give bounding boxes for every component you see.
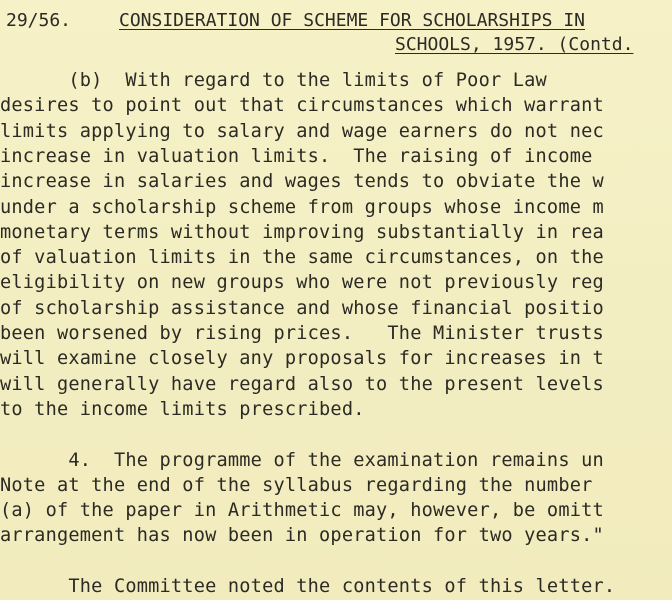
body-line: Note at the end of the syllabus regarding the number	[0, 474, 593, 496]
body-line: will examine closely any proposals for increases in t	[0, 348, 604, 370]
body-line: limits applying to salary and wage earners do not nec	[0, 120, 604, 142]
body-line: of scholarship assistance and whose financial positio	[0, 297, 604, 319]
body-line: (a) of the paper in Arithmetic may, however, be omitt	[0, 500, 604, 522]
body-line: arrangement has now been in operation for two years."	[0, 525, 604, 547]
body-line: to the income limits prescribed.	[0, 398, 365, 420]
body-line: increase in valuation limits. The raising of income	[0, 145, 593, 167]
body-line: increase in salaries and wages tends to obviate the w	[0, 171, 604, 193]
body-line: The Committee noted the contents of this letter.	[0, 576, 616, 597]
body-line: eligibility on new groups who were not previously reg	[0, 272, 604, 294]
body-line: (b) With regard to the limits of Poor Law	[0, 70, 547, 91]
body-line: under a scholarship scheme from groups whose income m	[0, 196, 604, 218]
minute-reference-number: 29/56.	[6, 10, 72, 31]
body-line: been worsened by rising prices. The Minister trusts	[0, 323, 604, 344]
body-line: will generally have regard also to the present levels	[0, 373, 604, 395]
body-line: 4. The programme of the examination remains un	[0, 449, 604, 471]
heading-line-2: SCHOOLS, 1957. (Contd.	[395, 34, 634, 55]
heading-line-1: CONSIDERATION OF SCHEME FOR SCHOLARSHIPS IN	[119, 10, 585, 31]
body-line: desires to point out that circumstances which warrant	[0, 95, 604, 117]
body-line: monetary terms without improving substantially in rea	[0, 221, 604, 243]
body-line: of valuation limits in the same circumstances, on the	[0, 247, 604, 269]
